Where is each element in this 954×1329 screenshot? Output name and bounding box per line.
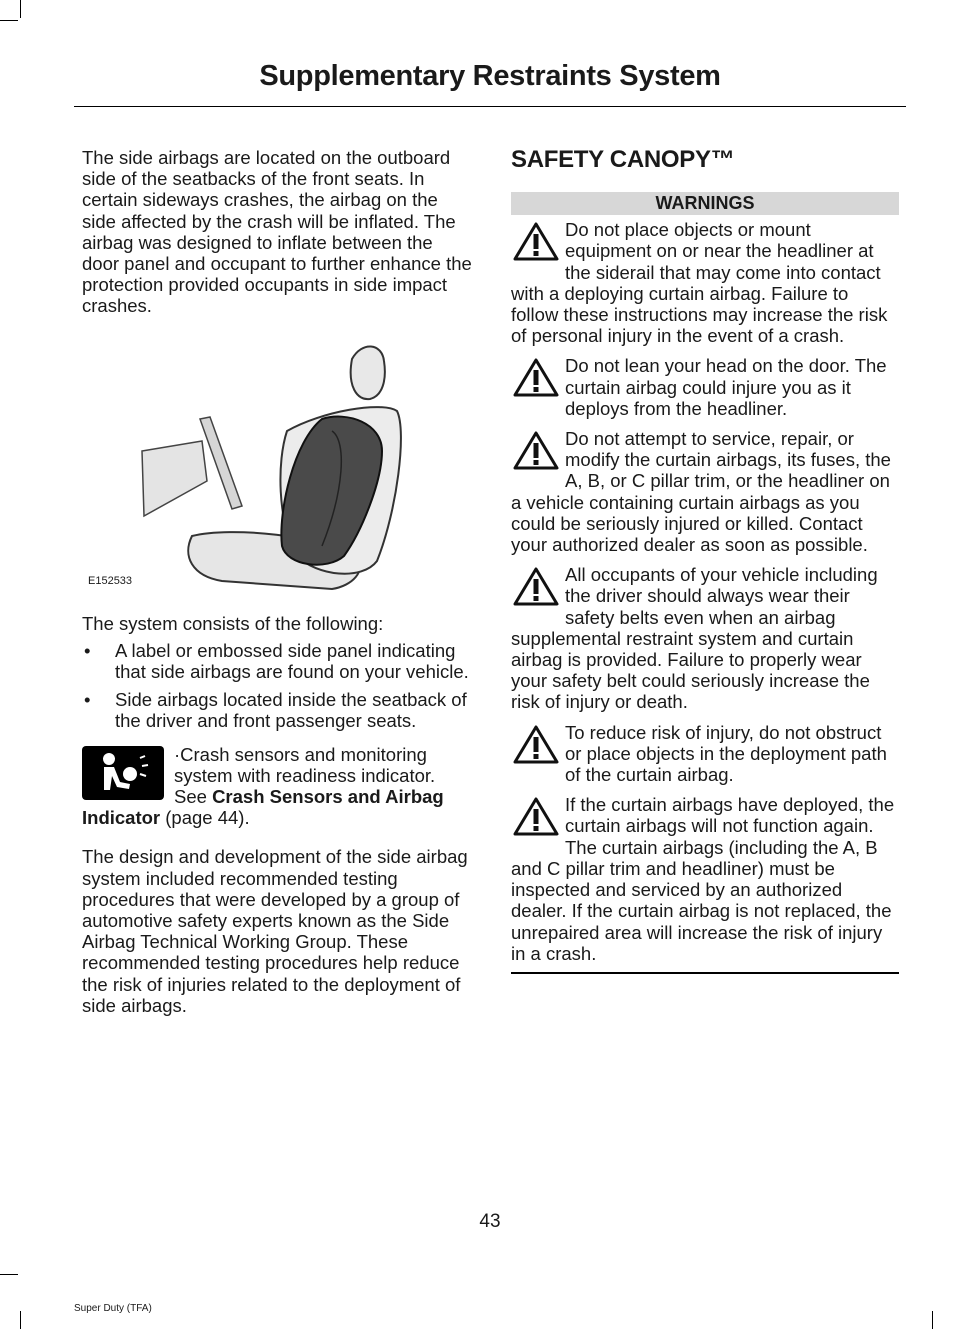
warning-triangle-icon: [511, 355, 561, 399]
warning-item: Do not attempt to service, repair, or modify the curtain airbags, its fuses, the A, B, or C pillar trim, or the headliner on a vehicle containing curtain airbags as you could be seriously injured or killed. Contact your authorized dealer as soon as possible.: [511, 428, 891, 556]
footer-model: Super Duty (TFA): [74, 1303, 152, 1314]
crop-mark: [0, 20, 18, 21]
right-column: [511, 147, 899, 974]
warning-triangle-icon: [511, 722, 561, 766]
warning-item: All occupants of your vehicle including the driver should always wear their safety belts even when an airbag supplemental restraint system and curtain airbag is provided. Failure to properly wear your safety belt could seriously increase the risk of injury or death.: [511, 564, 878, 713]
list-item: • Side airbags located inside the seatback of the driver and front passenger seats.: [84, 689, 467, 732]
warning-triangle-icon: [511, 564, 561, 608]
bullet-glyph: •: [84, 639, 91, 661]
design-paragraph: The design and development of the side airbag system included recommended testing procedures that were developed by a group of automotive safety experts known as the Side Airbag Technical Working Group. These recommended testing procedures help reduce the risk of injuries related to the deployment of side airbags.: [82, 846, 468, 1016]
warning-triangle-icon: [511, 794, 561, 838]
crop-mark: [20, 1311, 21, 1329]
section-heading: SAFETY CANOPY™: [511, 146, 735, 173]
crop-mark: [932, 1311, 933, 1329]
warning-item: To reduce risk of injury, do not obstruct or place objects in the deployment path of the curtain airbag.: [511, 722, 899, 786]
seat-airbag-illustration: [82, 331, 472, 599]
warnings-end-rule: [511, 972, 899, 974]
page-title: Supplementary Restraints System: [259, 60, 721, 92]
warnings-list: [511, 219, 899, 964]
page-number: 43: [479, 1211, 501, 1232]
warning-item: If the curtain airbags have deployed, the curtain airbags will not function again. The curtain airbags (including the A, B and C pillar trim and headliner) must be inspected and serviced by an authorized dealer. If the curtain airbag is not replaced, the unrepaired area will increase the risk of injury in a crash.: [511, 794, 895, 964]
warnings-header: WARNINGS: [511, 192, 899, 215]
warning-triangle-icon: [511, 428, 561, 472]
warning-item: Do not lean your head on the door. The curtain airbag could injure you as it deploys from the headliner.: [511, 355, 899, 419]
crop-mark: [20, 0, 21, 18]
seat-airbag-image: [82, 331, 472, 599]
warning-item: Do not place objects or mount equipment on or near the headliner at the siderail that may come into contact with a deploying curtain airbag. Failure to follow these instructions may increase the risk of personal injury in the event of a crash.: [511, 219, 888, 347]
list-item: • A label or embossed side panel indicating that side airbags are found on your vehicle.: [84, 639, 469, 683]
system-intro: The system consists of the following:: [82, 612, 384, 634]
figure-label: E152533: [88, 575, 133, 588]
crash-sensor-note: ·Crash sensors and monitoring system with readiness indicator. See Crash Sensors and Airbag Indicator (page 44).: [82, 743, 444, 829]
warning-triangle-icon: [511, 219, 561, 263]
bullet-glyph: •: [84, 689, 91, 711]
system-components-list: [82, 640, 472, 732]
crop-mark: [0, 1274, 18, 1275]
left-column: [82, 147, 472, 1016]
airbag-indicator-icon: [82, 746, 164, 800]
title-rule: [74, 106, 906, 107]
crash-sensors-link[interactable]: Crash Sensors and Airbag Indicator: [82, 786, 444, 829]
side-airbag-paragraph: The side airbags are located on the outboard side of the seatbacks of the front seats. In certain sideways crashes, the airbag on the side affected by the crash will be inflated. The airbag was designed to inflate between the door panel and occupant to further enhance the protection provided occupants in side impact crashes.: [82, 147, 472, 317]
